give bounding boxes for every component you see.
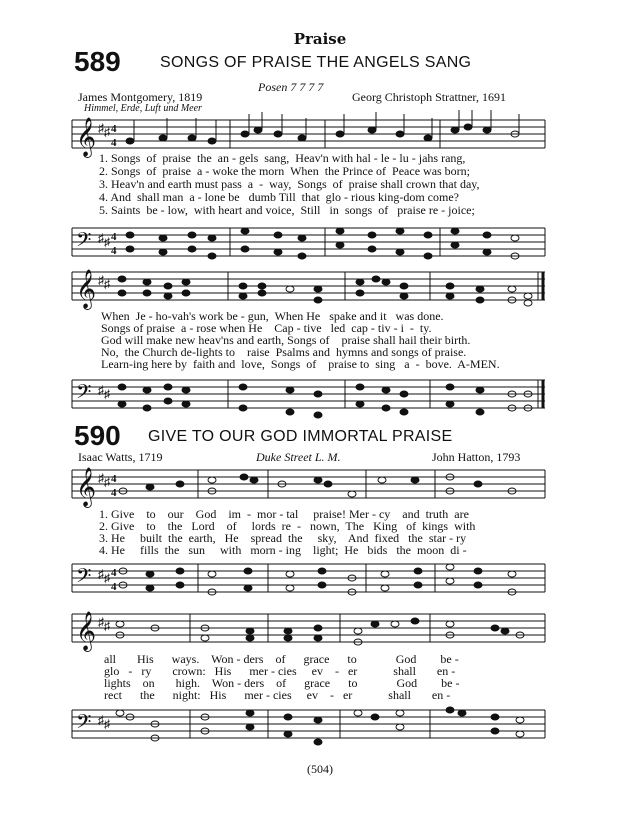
hymn-title: GIVE TO OUR GOD IMMORTAL PRAISE [148, 428, 453, 445]
bass-clef-icon: 𝄢 [76, 230, 92, 256]
sharp-icon: ♯ [98, 121, 104, 135]
verse-line: rect the night: His mer - cies ev - er shall en - [104, 688, 451, 702]
svg-text:𝄢: 𝄢 [76, 566, 92, 592]
composer: Georg Christoph Strattner, 1691 [352, 90, 506, 104]
svg-text:♯: ♯ [104, 235, 110, 249]
treble-staff-589-system-2 [0, 262, 640, 312]
hymn-number: 590 [74, 420, 121, 451]
svg-text:4: 4 [111, 245, 117, 257]
verse-line: glo - ry crown: His mer - cies ev - er shall en - [104, 664, 456, 678]
bass-staff-589-system-2 [0, 372, 640, 420]
svg-text:𝄞: 𝄞 [76, 613, 97, 650]
verse-line: 2. Songs of praise a - woke the morn When the Prince of Peace was born; [99, 164, 471, 178]
svg-text:4: 4 [111, 123, 117, 135]
verse-line: 2. Give to the Lord of lords re - nown, The King of kings with [99, 519, 476, 533]
svg-text:♯: ♯ [104, 619, 110, 633]
treble-staff-590-system-2 [0, 604, 640, 656]
verse-line: Songs of praise a - rose when He Cap - tive led cap - tiv - i - ty. [101, 321, 432, 335]
svg-text:♯: ♯ [98, 713, 104, 727]
bass-staff-590-system-2 [0, 702, 640, 752]
verse-line: all His ways. Won - ders of grace to God be - [104, 652, 459, 666]
svg-text:♯: ♯ [104, 125, 110, 139]
svg-text:♯: ♯ [104, 475, 110, 489]
svg-text:4: 4 [111, 231, 117, 243]
svg-text:♯: ♯ [98, 615, 104, 629]
bass-staff-589-system-1 [0, 218, 640, 268]
svg-text:4: 4 [111, 137, 117, 149]
verse-line: 4. He fills the sun with morn - ing light; He bids the moon di - [99, 543, 467, 557]
svg-text:♯: ♯ [98, 231, 104, 245]
author: Isaac Watts, 1719 [78, 450, 163, 464]
verse-line: God will make new heav'ns and earth, Songs of praise shall hail their birth. [101, 333, 471, 347]
treble-staff-590-system-1 [0, 460, 640, 512]
svg-text:♯: ♯ [98, 567, 104, 581]
page-number: (504) [307, 762, 333, 776]
svg-text:♯: ♯ [104, 387, 110, 401]
author: James Montgomery, 1819 [78, 90, 203, 104]
svg-text:♯: ♯ [98, 471, 104, 485]
svg-text:4: 4 [111, 567, 117, 579]
svg-text:4: 4 [111, 581, 117, 593]
svg-text:4: 4 [111, 487, 117, 499]
svg-text:♯: ♯ [104, 571, 110, 585]
source-note: Himmel, Erde, Luft und Meer [84, 103, 202, 114]
svg-text:𝄞: 𝄞 [76, 469, 97, 506]
svg-text:𝄞: 𝄞 [76, 271, 97, 308]
verse-line: lights on high. Won - ders of grace to God be - [104, 676, 460, 690]
svg-text:♯: ♯ [98, 383, 104, 397]
svg-text:♯: ♯ [98, 273, 104, 287]
tune-name: Posen 7 7 7 7 [258, 80, 324, 94]
hymn-title: SONGS OF PRAISE THE ANGELS SANG [160, 54, 472, 71]
verse-line: 4. And shall man a - lone be dumb Till that glo - rious king-dom come? [99, 190, 459, 204]
verse-line: No, the Church de-lights to raise Psalms and hymns and songs of praise. [101, 345, 467, 359]
svg-text:♯: ♯ [104, 277, 110, 291]
verse-line: Learn-ing here by faith and love, Songs of praise to sing a - bove. A-MEN. [101, 357, 500, 371]
svg-text:♯: ♯ [104, 717, 110, 731]
tune-name: Duke Street L. M. [256, 450, 341, 464]
verse-line: 5. Saints be - low, with heart and voice, Still in songs of praise re - joice; [99, 203, 475, 217]
verse-line: 1. Give to our God im - mor - tal praise! Mer - cy and truth are [99, 507, 469, 521]
hymn-number: 589 [74, 46, 121, 77]
composer: John Hatton, 1793 [432, 450, 521, 464]
section-heading: Praise [293, 30, 347, 48]
treble-clef-icon: 𝄞 [76, 119, 97, 156]
svg-text:𝄢: 𝄢 [76, 382, 92, 408]
verse-line: 3. He built the earth, He spread the sky, And fixed the star - ry [99, 531, 467, 545]
bass-staff-590-system-1 [0, 556, 640, 604]
verse-line: When Je - ho-vah's work be - gun, When He spake and it was done. [101, 309, 444, 323]
verse-line: 3. Heav'n and earth must pass a - way, Songs of praise shall crown that day, [99, 177, 480, 191]
svg-text:𝄢: 𝄢 [76, 712, 92, 738]
svg-text:4: 4 [111, 473, 117, 485]
verse-line: 1. Songs of praise the an - gels sang, Heav'n with hal - le - lu - jahs rang, [99, 151, 466, 165]
